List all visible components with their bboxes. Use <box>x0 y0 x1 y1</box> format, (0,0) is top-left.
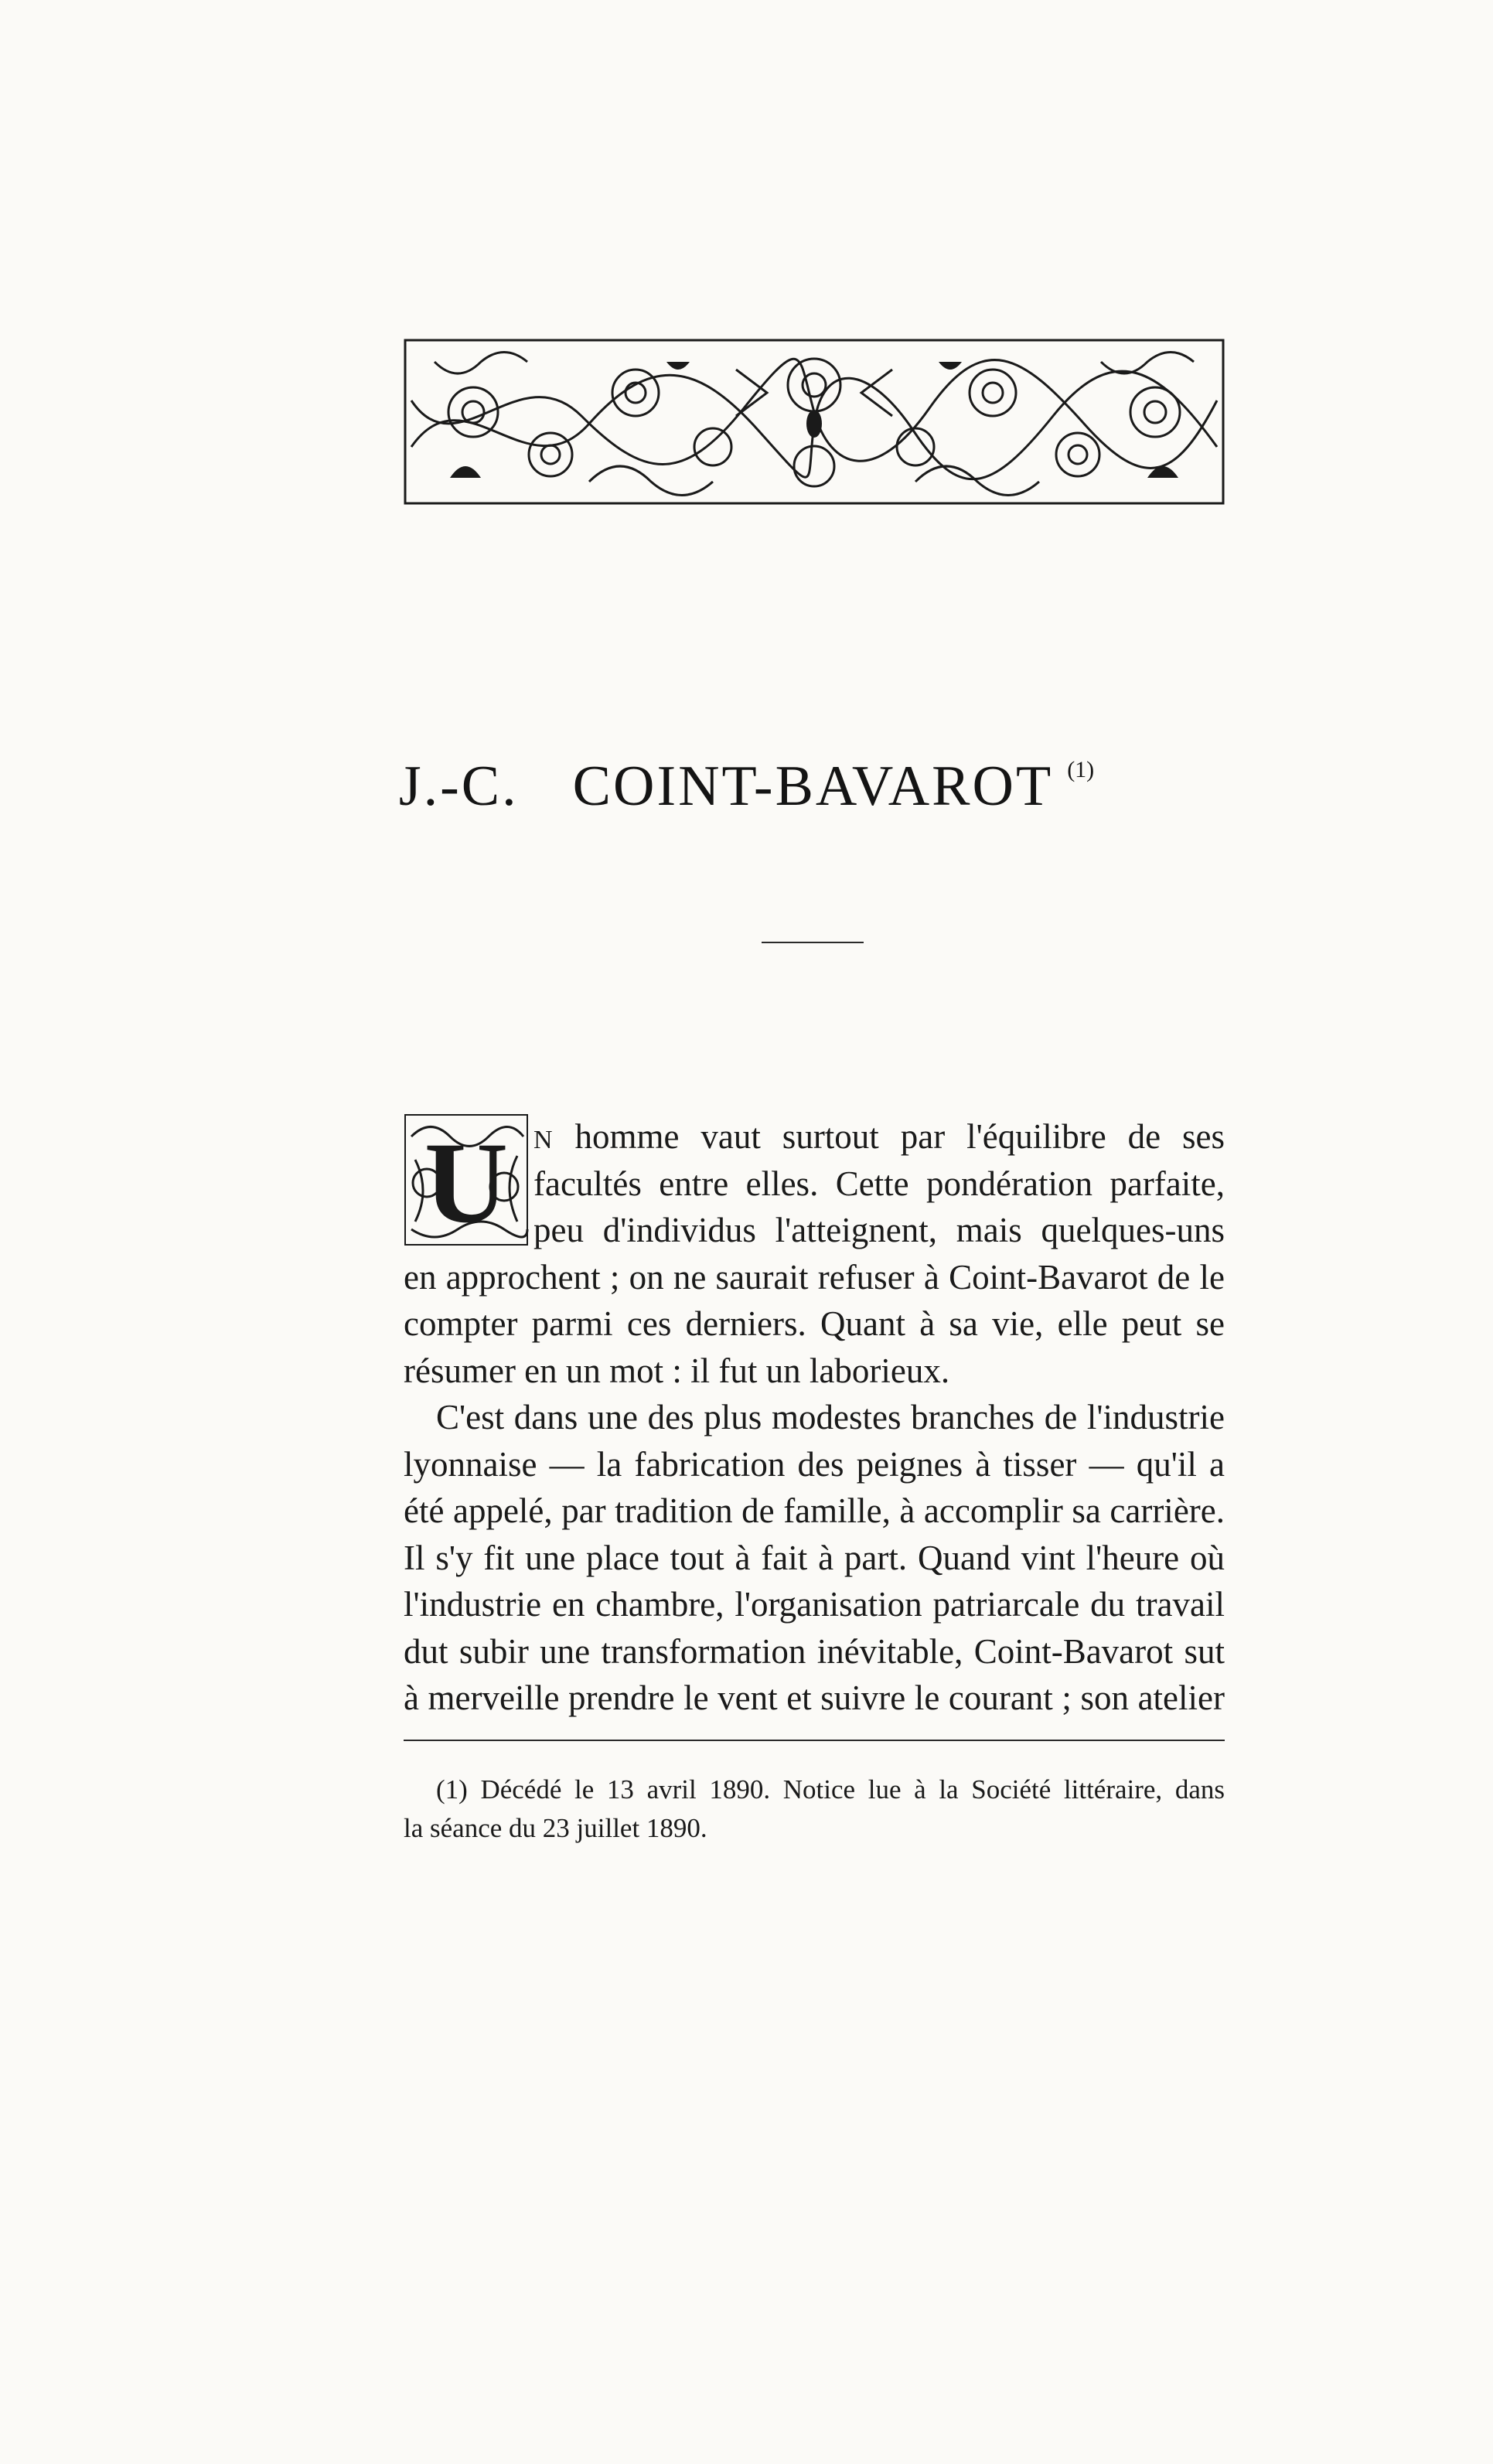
footnote-divider <box>404 1740 1225 1741</box>
footnote <box>404 1770 1225 1848</box>
body-line: dut subir une transformation inévitable, Coint-Bavarot sut <box>404 1631 1225 1671</box>
body-text <box>404 1113 1225 1722</box>
dropcap-letter: U <box>424 1119 509 1246</box>
dropcap-rest: N <box>533 1126 554 1154</box>
body-line: été appelé, par tradition de famille, à accomplir sa carrière. <box>404 1491 1225 1530</box>
body-line: en approchent ; on ne saurait refuser à Coint-Bavarot de le <box>404 1257 1225 1297</box>
page-title <box>399 754 1094 820</box>
headpiece-ornament <box>404 339 1225 505</box>
footnote-line: (1) Décédé le 13 avril 1890. Notice lue à la Société littéraire, dans <box>436 1774 1225 1805</box>
body-line: facultés entre elles. Cette pondération parfaite, <box>533 1164 1225 1203</box>
body-line: N homme vaut surtout par l'équilibre de ses <box>533 1117 1225 1156</box>
title-footnote-marker: (1) <box>1067 757 1095 782</box>
title-name: COINT-BAVAROT <box>572 755 1054 818</box>
title-initials: J.-C. <box>398 755 519 818</box>
body-line: peu d'individus l'atteignent, mais quelques-uns <box>533 1211 1225 1249</box>
body-line: l'industrie en chambre, l'organisation patriarcale du travail <box>404 1585 1225 1624</box>
body-line: résumer en un mot : il fut un laborieux. <box>404 1351 950 1390</box>
footnote-line: la séance du 23 juillet 1890. <box>404 1813 707 1843</box>
body-line: C'est dans une des plus modestes branches de l'industrie <box>436 1398 1225 1436</box>
body-line: à merveille prendre le vent et suivre le courant ; son atelier <box>404 1678 1225 1717</box>
body-line: lyonnaise — la fabrication des peignes à tisser — qu'il a <box>404 1444 1225 1484</box>
title-divider <box>762 942 864 943</box>
body-line: Il s'y fit une place tout à fait à part. Quand vint l'heure où <box>404 1538 1225 1577</box>
title <box>0 754 1493 839</box>
body-line: compter parmi ces derniers. Quant à sa vie, elle peut se <box>404 1304 1225 1343</box>
floral-ornament-icon <box>404 339 1225 505</box>
